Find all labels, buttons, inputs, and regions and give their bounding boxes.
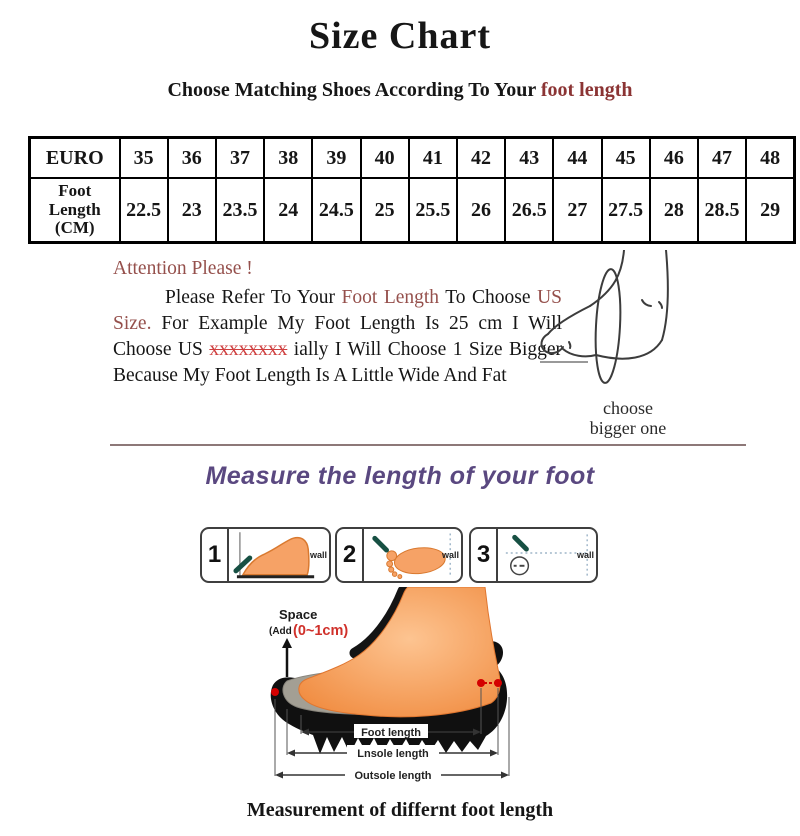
size-cell: 38 — [264, 138, 312, 179]
subtitle-highlight: foot length — [540, 79, 633, 101]
outsole-length-label: Outsole length — [354, 770, 432, 782]
step-3-body — [498, 529, 596, 581]
length-cell: 26 — [457, 178, 505, 243]
size-cell: 46 — [650, 138, 698, 179]
step-number: 3 — [471, 529, 498, 581]
length-cell: 26.5 — [505, 178, 553, 243]
range-label: (0~1cm) — [293, 623, 349, 639]
wall-label: wall — [441, 550, 459, 560]
size-cell: 39 — [312, 138, 360, 179]
heel-dot — [494, 679, 502, 687]
length-cell: 24 — [264, 178, 312, 243]
euro-header: EURO — [30, 138, 120, 179]
foot-length-diagram — [253, 587, 587, 797]
toe-dot — [271, 688, 279, 696]
header-line: (CM) — [54, 218, 95, 238]
size-cell: 37 — [216, 138, 264, 179]
size-cell: 47 — [698, 138, 746, 179]
length-cell: 25.5 — [409, 178, 457, 243]
foot-length-header — [30, 178, 120, 243]
text-segment-maroon: US Size. — [113, 287, 563, 334]
header-line: Foot — [58, 181, 92, 201]
length-cell: 22.5 — [120, 178, 168, 243]
bottom-caption: Measurement of differnt foot length — [246, 799, 554, 821]
choose-bigger-note — [558, 398, 698, 438]
subtitle — [0, 79, 800, 102]
section-divider — [110, 444, 746, 446]
attention-heading: Attention Please ! — [113, 258, 253, 279]
step-1-body — [229, 529, 329, 581]
size-cell: 43 — [505, 138, 553, 179]
table-row-foot-length — [30, 178, 795, 243]
wall-label: wall — [576, 550, 594, 560]
text-segment: Please Refer To Your — [165, 287, 342, 308]
length-cell: 27.5 — [602, 178, 650, 243]
text-segment: Will Choose US — [113, 313, 562, 360]
size-cell: 45 — [602, 138, 650, 179]
attention-block — [113, 256, 562, 389]
foot-shape — [299, 587, 500, 717]
foot-length-label: Foot length — [361, 727, 421, 739]
step-2-body — [364, 529, 461, 581]
length-cell: 25 — [361, 178, 409, 243]
text-segment: And Fat — [443, 365, 507, 386]
text-segment-maroon: Foot Length — [341, 287, 440, 308]
length-cell: 28.5 — [698, 178, 746, 243]
subtitle-text: Choose Matching Shoes According To Your — [167, 79, 541, 101]
size-cell: 35 — [120, 138, 168, 179]
size-cell: 44 — [553, 138, 601, 179]
length-cell: 23 — [168, 178, 216, 243]
text-segment: Bigger Because My Foot Length Is A Little Wide — [113, 339, 563, 386]
add-label: (Add — [269, 626, 292, 637]
page-title: Size Chart — [308, 15, 492, 57]
text-segment: ially I Will Choose 1 Size — [287, 339, 509, 360]
size-cell: 42 — [457, 138, 505, 179]
space-label: Space — [279, 607, 318, 622]
length-cell: 28 — [650, 178, 698, 243]
foot-girth-illustration — [538, 250, 778, 392]
size-cell: 48 — [746, 138, 794, 179]
length-cell: 27 — [553, 178, 601, 243]
length-cell: 23.5 — [216, 178, 264, 243]
measure-step-3 — [469, 527, 598, 583]
attention-paragraph — [113, 285, 562, 389]
measure-step-1 — [200, 527, 331, 583]
measure-step-2 — [335, 527, 463, 583]
note-line: bigger one — [589, 418, 667, 438]
text-segment: For Example My Foot Length Is 25 cm I — [151, 313, 529, 334]
size-cell: 36 — [168, 138, 216, 179]
length-cell: 29 — [746, 178, 794, 243]
length-cell: 24.5 — [312, 178, 360, 243]
note-line: choose — [603, 398, 653, 418]
text-segment: To Choose — [439, 287, 538, 308]
step-number: 2 — [337, 529, 364, 581]
heel-dot — [477, 679, 485, 687]
measure-heading: Measure the length of your foot — [205, 462, 595, 490]
size-cell: 40 — [361, 138, 409, 179]
insole-length-label: Lnsole length — [357, 748, 429, 760]
text-segment-crossed: xxxxxxxx — [209, 339, 288, 360]
wall-label: wall — [309, 550, 327, 560]
size-chart-table — [28, 136, 796, 244]
header-line: Length — [48, 199, 101, 219]
step-number: 1 — [202, 529, 229, 581]
table-row-euro — [30, 138, 795, 179]
size-cell: 41 — [409, 138, 457, 179]
